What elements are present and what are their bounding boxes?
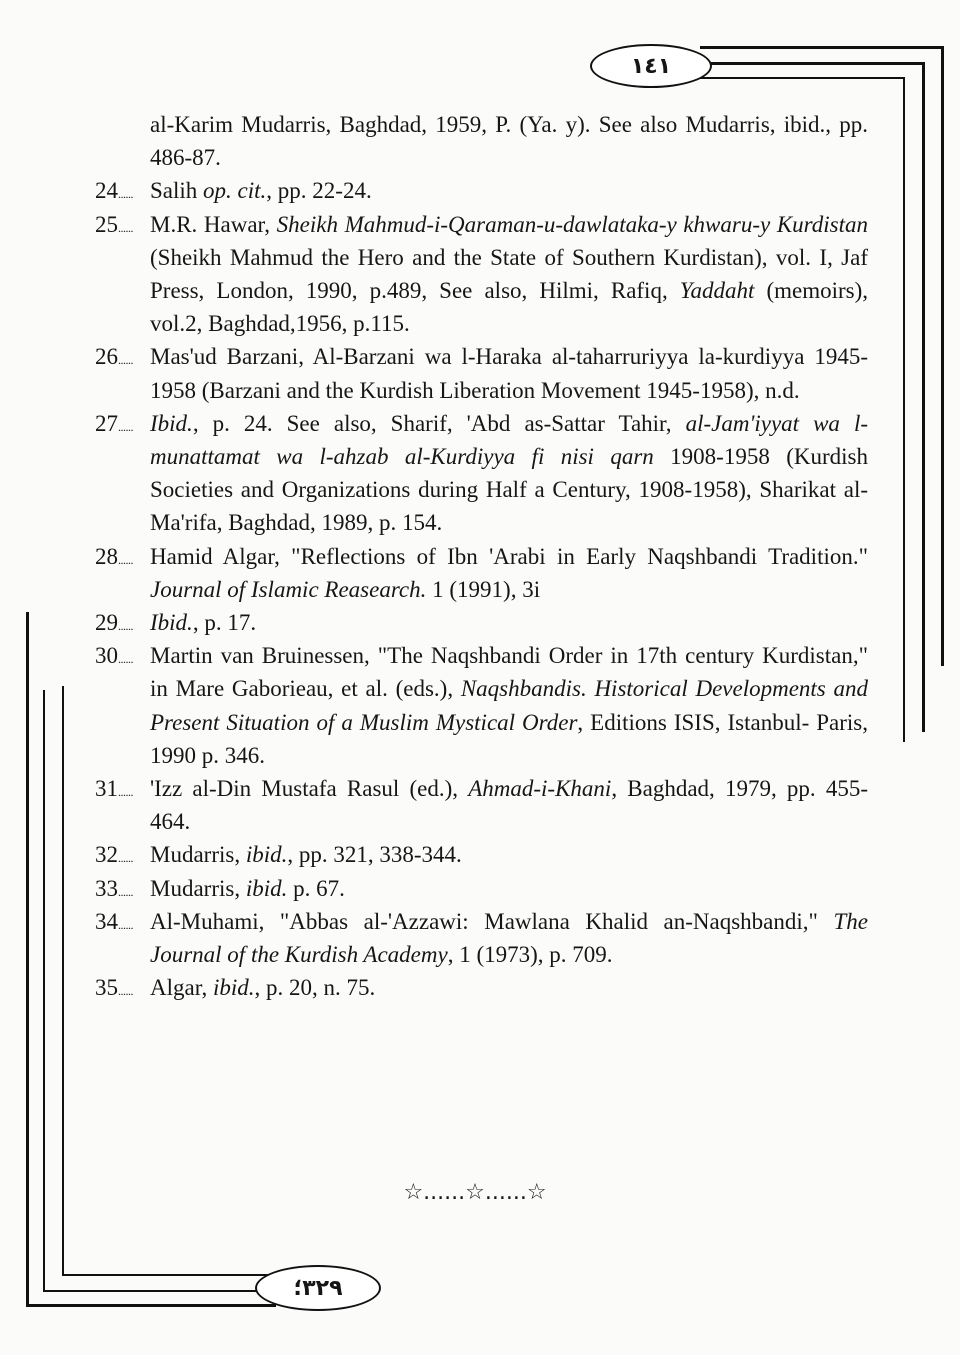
footnote-text: Mudarris, bbox=[150, 842, 246, 868]
footnote-number-text: 34 bbox=[95, 908, 118, 934]
dotted-leader: ...... bbox=[118, 851, 133, 866]
footnote-title-italic: op. cit. bbox=[203, 178, 267, 204]
dotted-leader: ...... bbox=[118, 652, 133, 667]
footnote-title-italic: Ibid. bbox=[150, 410, 193, 436]
frame-line bbox=[903, 77, 905, 742]
dotted-leader: ...... bbox=[118, 984, 133, 999]
frame-line bbox=[700, 77, 905, 79]
footnote-number-text: 30 bbox=[95, 643, 118, 669]
footnote bbox=[95, 639, 868, 772]
footnote bbox=[95, 208, 868, 341]
frame-line bbox=[941, 46, 944, 666]
footnote-number bbox=[95, 838, 150, 875]
footnote-number-text: 27 bbox=[95, 410, 118, 436]
footnote-text: , pp. 22-24. bbox=[266, 178, 372, 204]
footnote-number-text: 26 bbox=[95, 344, 118, 370]
footnote bbox=[95, 174, 868, 207]
footnote bbox=[95, 540, 868, 606]
footnote-number bbox=[95, 872, 150, 909]
footnote bbox=[95, 606, 868, 639]
footnote-number bbox=[95, 407, 150, 444]
footnote-number bbox=[95, 905, 150, 942]
frame-line bbox=[922, 62, 925, 732]
footnote-title-italic: Ibid. bbox=[150, 610, 193, 636]
footnote-text: 1908-1958 (Kurdish Societies and Organizations during Half a Century, 1908-1958), Sharikat al-Ma'rifa, Baghdad, 1989, p. 154. bbox=[150, 444, 868, 536]
footnote-text: (Sheikh Mahmud the Hero and the State of Southern Kurdistan), vol. I, Jaf Press, London, 1990, p.489, See also, Hilmi, Rafiq, bbox=[150, 244, 868, 304]
footnote-number-text: 25 bbox=[95, 211, 118, 237]
footnote-number bbox=[95, 639, 150, 676]
footnote bbox=[95, 407, 868, 540]
footnote bbox=[95, 838, 868, 871]
footnote-text: 1 (1991), 3i bbox=[426, 576, 541, 602]
dotted-leader: ...... bbox=[118, 187, 133, 202]
footnote bbox=[95, 905, 868, 971]
footnote-text: , pp. 321, 338-344. bbox=[287, 842, 462, 868]
footnote-number-text: 29 bbox=[95, 610, 118, 636]
footnote-title-italic: Yaddaht bbox=[679, 278, 755, 304]
dotted-leader: ...... bbox=[118, 220, 133, 235]
footnote-text: Martin van Bruinessen, "The Naqshbandi Order in 17th century Kurdistan," in Mare Gaborieau, et al. (eds.), bbox=[150, 643, 868, 702]
footnote-number bbox=[95, 340, 150, 377]
footnote-text: Salih bbox=[150, 178, 204, 204]
footnote-number bbox=[95, 606, 150, 643]
frame-line bbox=[62, 1274, 272, 1276]
frame-line bbox=[26, 612, 29, 1307]
footnote-text: p. 67. bbox=[287, 875, 345, 901]
footnote-text: 'Izz al-Din Mustafa Rasul (ed.), bbox=[150, 776, 469, 802]
footnote-number bbox=[95, 540, 150, 577]
page-number-bottom: ٣٢٩؛ bbox=[255, 1265, 381, 1311]
footnote-number bbox=[95, 174, 150, 211]
footnote-title-italic: Journal of Islamic Reasearch. bbox=[150, 576, 427, 602]
frame-line bbox=[700, 46, 944, 49]
footnote-text: , Baghdad, 1979, pp. 455-464. bbox=[150, 776, 869, 835]
page-number-top: ١٤١ bbox=[590, 44, 712, 88]
footnote-text: , p. 17. bbox=[192, 610, 257, 636]
footnote-number-text: 24 bbox=[95, 178, 118, 204]
footnote-text: Al-Muhami, "Abbas al-'Azzawi: Mawlana Khalid an-Naqshbandi," bbox=[150, 908, 834, 934]
footnote-number-text: 35 bbox=[95, 975, 118, 1001]
footnote bbox=[95, 772, 868, 838]
footnote-text: , p. 20, n. 75. bbox=[254, 975, 376, 1001]
footnote-title-italic: The Journal of the Kurdish Academy bbox=[150, 908, 868, 968]
footnote-number-text: 28 bbox=[95, 543, 118, 569]
dotted-leader: ...... bbox=[118, 552, 133, 567]
footnote-text: Algar, bbox=[150, 975, 213, 1001]
footnote-number bbox=[95, 971, 150, 1008]
footnote-title-italic: ibid. bbox=[245, 875, 288, 901]
dotted-leader: ...... bbox=[118, 353, 133, 368]
footnote bbox=[95, 872, 868, 905]
dotted-leader: ...... bbox=[118, 419, 133, 434]
footnote-text: , 1 (1973), p. 709. bbox=[447, 942, 613, 968]
footnote-title-italic: Sheikh Mahmud-i-Qaraman-u-dawlataka-y khwaru-y Kurdistan bbox=[276, 211, 869, 237]
footnote-text: M.R. Hawar, bbox=[150, 211, 277, 237]
dotted-leader: ...... bbox=[118, 917, 133, 932]
footnote-title-italic: Ahmad-i-Khani bbox=[468, 776, 612, 802]
frame-line bbox=[62, 686, 64, 1276]
footnote-title-italic: al-Jam'iyyat wa l-munattamat wa l-ahzab al-Kurdiyya fi nisi qarn bbox=[150, 410, 868, 470]
frame-line bbox=[705, 62, 925, 65]
footnote-text: Hamid Algar, "Reflections of Ibn 'Arabi in Early Naqshbandi Tradition." bbox=[150, 543, 868, 569]
footnotes bbox=[95, 108, 868, 1004]
footnote-number bbox=[95, 772, 150, 809]
footnote-text: Mas'ud Barzani, Al-Barzani wa l-Haraka al-taharruriyya la-kurdiyya 1945-1958 (Barzani and the Kurdish Liberation Movement 1945-1958), n.d. bbox=[150, 344, 868, 403]
frame-line bbox=[43, 1290, 263, 1292]
footnote bbox=[95, 971, 868, 1004]
footnote-number-text: 31 bbox=[95, 776, 118, 802]
footnote-text: , p. 24. See also, Sharif, 'Abd as-Sattar Tahir, bbox=[192, 410, 686, 436]
footnote-number-text: 33 bbox=[95, 875, 118, 901]
footnote-text: , Editions ISIS, Istanbul- Paris, 1990 p. 346. bbox=[150, 709, 868, 768]
dotted-leader: ...... bbox=[118, 785, 133, 800]
footnote-continuation: al-Karim Mudarris, Baghdad, 1959, P. (Ya. y). See also Mudarris, ibid., pp. 486-87. bbox=[150, 112, 868, 171]
dotted-leader: ...... bbox=[118, 884, 133, 899]
footnote bbox=[95, 340, 868, 406]
frame-line bbox=[26, 1304, 276, 1307]
footnote-number bbox=[95, 208, 150, 245]
footnote-text: Mudarris, bbox=[150, 875, 246, 901]
section-separator: ☆......☆......☆ bbox=[403, 1180, 547, 1205]
footnote-title-italic: ibid. bbox=[245, 842, 288, 868]
frame-line bbox=[43, 690, 45, 1290]
footnote-title-italic: Naqshbandis. Historical Developments and Present Situation of a Muslim Mystical Order bbox=[150, 676, 868, 735]
dotted-leader: ...... bbox=[118, 619, 133, 634]
footnote-title-italic: ibid. bbox=[212, 975, 255, 1001]
footnote-text: (memoirs), vol.2, Baghdad,1956, p.115. bbox=[150, 278, 868, 337]
footnote-number-text: 32 bbox=[95, 842, 118, 868]
